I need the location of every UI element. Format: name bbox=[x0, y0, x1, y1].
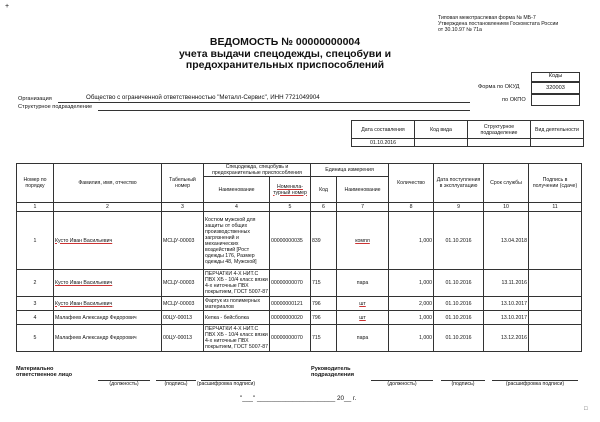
table-row bbox=[17, 212, 582, 270]
header-group: Спецодежда, спецобувь и предохранительные приспособления bbox=[204, 164, 311, 177]
row-date: 01.10.2016 bbox=[434, 297, 484, 311]
row-fio: Малафеев Александр Федорович bbox=[54, 325, 162, 352]
row-sign bbox=[529, 311, 582, 325]
row-qty: 1,000 bbox=[389, 212, 434, 270]
doc-dept-value bbox=[468, 139, 531, 147]
row-nom: 00000000035 bbox=[270, 212, 311, 270]
left-position-caption: (должность) bbox=[109, 381, 139, 387]
dept-underline bbox=[98, 110, 470, 111]
header-unit-group: Единица измерения bbox=[311, 164, 389, 177]
row-item-name: ПЕРЧАТКИ 4-Х НИТ.С ПВХ ХБ - 10/4 класс вязки 4-х ниточные ПВХ покрытием, ГОСТ 5007-87 bbox=[205, 326, 268, 350]
header-sign: Подпись в получении (сдаче) bbox=[529, 164, 582, 203]
org-underline bbox=[58, 102, 470, 103]
footer-left-line: ответственное лицо bbox=[16, 372, 73, 379]
col-number: 6 bbox=[311, 203, 337, 212]
row-fio: Кусто Иван Васильевич bbox=[54, 270, 162, 297]
row-term: 13.10.2017 bbox=[484, 297, 529, 311]
row-unit: пара bbox=[337, 270, 389, 297]
corner-mark: □ bbox=[584, 406, 588, 412]
footer-right-line: подразделения bbox=[311, 372, 354, 379]
row-date: 01.10.2016 bbox=[434, 212, 484, 270]
header-nom: Номенкла-турный номер bbox=[270, 177, 311, 203]
row-qty: 1,000 bbox=[389, 270, 434, 297]
right-decode-caption: (расшифровка подписи) bbox=[505, 381, 565, 387]
row-code: 715 bbox=[311, 325, 337, 352]
col-number: 8 bbox=[389, 203, 434, 212]
row-sign bbox=[529, 325, 582, 352]
okpo-label: по ОКПО bbox=[502, 97, 526, 103]
row-code: 839 bbox=[311, 212, 337, 270]
codes-header: Коды bbox=[531, 72, 580, 82]
row-item-name: Костюм мужской для защиты от общих производственных загрязнений и механических воздействий [Рост одежды 176, Размер одежды 48, Мужской] bbox=[204, 212, 270, 270]
col-number: 10 bbox=[484, 203, 529, 212]
row-sign bbox=[529, 297, 582, 311]
col-number: 11 bbox=[529, 203, 582, 212]
col-number: 7 bbox=[337, 203, 389, 212]
doc-date-value: 01.10.2016 bbox=[352, 139, 415, 147]
col-number: 5 bbox=[270, 203, 311, 212]
org-value: Общество с ограниченной ответственностью "Металл-Сервис", ИНН 7721049904 bbox=[86, 94, 320, 101]
header-qty: Количество bbox=[389, 164, 434, 203]
doc-date-header: Дата составления bbox=[352, 121, 415, 139]
col-number: 9 bbox=[434, 203, 484, 212]
corner-plus: + bbox=[5, 3, 10, 10]
row-code: 796 bbox=[311, 297, 337, 311]
header-fio: Фамилия, имя, отчество bbox=[54, 164, 162, 203]
row-num: 3 bbox=[17, 297, 54, 311]
row-nom: 00000000070 bbox=[270, 325, 311, 352]
org-label: Организация bbox=[18, 96, 52, 102]
form-note-line: Типовая межотраслевая форма № МБ-7 bbox=[438, 15, 536, 21]
row-qty: 2,000 bbox=[389, 297, 434, 311]
form-note-line: Утверждена постановлением Госкомстата России bbox=[438, 21, 559, 27]
doc-activity-value bbox=[531, 139, 584, 147]
row-qty: 1,000 bbox=[389, 325, 434, 352]
table-row bbox=[17, 270, 582, 297]
row-code: 796 bbox=[311, 311, 337, 325]
title-line-1: ВЕДОМОСТЬ № 00000000004 bbox=[209, 36, 361, 48]
header-tab: Табельный номер bbox=[162, 164, 204, 203]
right-position-caption: (должность) bbox=[387, 381, 417, 387]
row-term: 13.10.2017 bbox=[484, 311, 529, 325]
row-num: 2 bbox=[17, 270, 54, 297]
row-num: 5 bbox=[17, 325, 54, 352]
row-term: 13.04.2018 bbox=[484, 212, 529, 270]
date-line: "___" ______________________ 20__ г. bbox=[240, 395, 357, 402]
row-tab: МСЦУ-00003 bbox=[162, 212, 204, 270]
header-term: Срок службы bbox=[484, 164, 529, 203]
row-fio: Кусто Иван Васильевич bbox=[54, 212, 162, 270]
row-num: 4 bbox=[17, 311, 54, 325]
left-decode-caption: (расшифровка подписи) bbox=[196, 381, 256, 387]
okud-label: Форма по ОКУД bbox=[478, 84, 520, 90]
row-nom: 00000000121 bbox=[270, 297, 311, 311]
form-note bbox=[438, 15, 588, 33]
column-number-row bbox=[17, 203, 582, 212]
header-code: Код bbox=[311, 177, 337, 203]
row-unit: пара bbox=[337, 325, 389, 352]
row-code: 715 bbox=[311, 270, 337, 297]
doc-kind-value bbox=[415, 139, 468, 147]
footer-left-line: Материально bbox=[16, 366, 54, 372]
row-term: 13.11.2016 bbox=[484, 270, 529, 297]
header-name: Наименование bbox=[204, 177, 270, 203]
table-row bbox=[17, 311, 582, 325]
col-number: 1 bbox=[17, 203, 54, 212]
row-date: 01.10.2016 bbox=[434, 325, 484, 352]
form-note-line: от 30.10.97 № 71а bbox=[438, 27, 482, 33]
doc-info-table bbox=[351, 120, 584, 147]
okpo-value bbox=[531, 94, 580, 106]
footer-right-label bbox=[311, 366, 354, 379]
document-title bbox=[150, 37, 420, 72]
footer-right-line: Руководитель bbox=[311, 366, 351, 372]
row-item-name: Кепка - бейсболка bbox=[204, 311, 270, 325]
row-nom: 00000000020 bbox=[270, 311, 311, 325]
header-num: Номер по порядку bbox=[17, 164, 54, 203]
left-signature-caption: (подпись) bbox=[164, 381, 188, 387]
col-number: 4 bbox=[204, 203, 270, 212]
row-unit: компл bbox=[337, 212, 389, 270]
row-unit: шт bbox=[337, 311, 389, 325]
dept-label: Структурное подразделение bbox=[18, 104, 93, 110]
row-tab: 00ЦУ-00013 bbox=[162, 325, 204, 352]
col-number: 3 bbox=[162, 203, 204, 212]
row-tab: 00ЦУ-00013 bbox=[162, 311, 204, 325]
table-row bbox=[17, 297, 582, 311]
title-line-3: предохранительных приспособлений bbox=[185, 59, 385, 71]
okud-value: 320003 bbox=[531, 82, 580, 94]
main-table bbox=[16, 163, 582, 352]
doc-activity-header: Вид деятельности bbox=[531, 121, 584, 139]
row-qty: 1,000 bbox=[389, 311, 434, 325]
title-line-2: учета выдачи спецодежды, спецобуви и bbox=[178, 47, 392, 60]
col-number: 2 bbox=[54, 203, 162, 212]
row-date: 01.10.2016 bbox=[434, 311, 484, 325]
row-tab: МСЦУ-00003 bbox=[162, 297, 204, 311]
header-date-in: Дата поступления в эксплуатацию bbox=[434, 164, 484, 203]
row-num: 1 bbox=[17, 212, 54, 270]
header-unit-name: Наименование bbox=[337, 177, 389, 203]
doc-kind-header: Код вида bbox=[415, 121, 468, 139]
row-tab: МСЦУ-00003 bbox=[162, 270, 204, 297]
row-sign bbox=[529, 270, 582, 297]
table-row bbox=[17, 325, 582, 352]
row-date: 01.10.2016 bbox=[434, 270, 484, 297]
row-fio: Малафеев Александр Федорович bbox=[54, 311, 162, 325]
doc-dept-header: Структурное подразделение bbox=[468, 121, 531, 139]
row-unit: шт bbox=[337, 297, 389, 311]
row-item-name: Фартук из полимерных материалов bbox=[204, 297, 270, 311]
row-nom: 00000000070 bbox=[270, 270, 311, 297]
row-term: 13.12.2016 bbox=[484, 325, 529, 352]
row-sign bbox=[529, 212, 582, 270]
row-fio: Кусто Иван Васильевич bbox=[54, 297, 162, 311]
row-item-name: ПЕРЧАТКИ 4-Х НИТ.С ПВХ ХБ - 10/4 класс вязки 4-х ниточные ПВХ покрытием, ГОСТ 5007-87 bbox=[205, 271, 268, 295]
right-signature-caption: (подпись) bbox=[451, 381, 475, 387]
footer-left-label bbox=[16, 366, 72, 379]
